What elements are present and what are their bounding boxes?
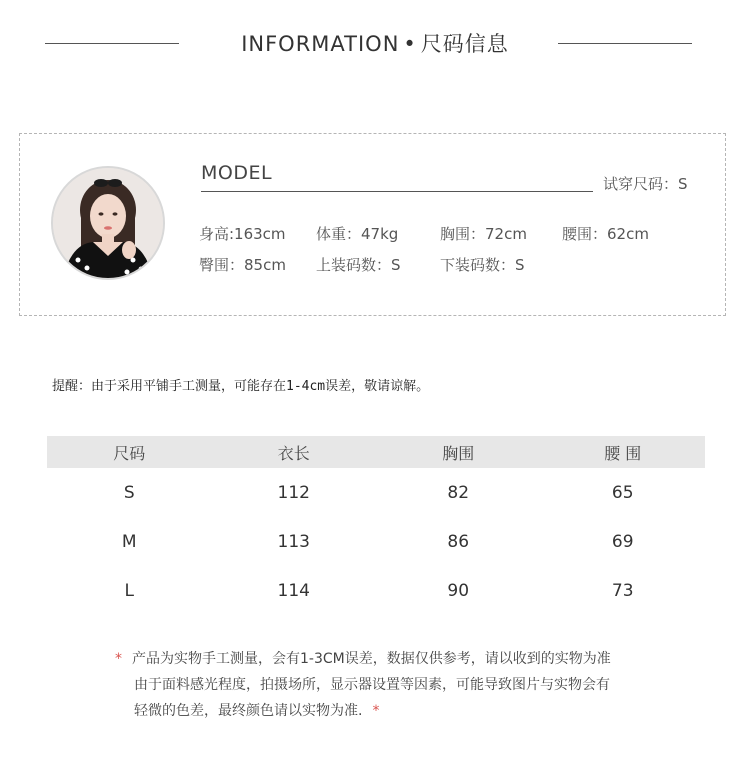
cell-size: L <box>124 580 134 601</box>
cell-waist: 69 <box>611 531 634 552</box>
cell-waist: 65 <box>611 482 634 503</box>
asterisk-mark-end: * <box>372 703 380 719</box>
trial-size-value: S <box>678 175 688 193</box>
table-header-row <box>47 436 705 468</box>
model-heading-underline <box>201 191 593 192</box>
footnote-text-2: 由于面料感光程度，拍摄场所，显示器设置等因素，可能导致图片与实物会有 <box>134 677 610 693</box>
cell-length: 112 <box>277 482 310 503</box>
model-height: 身高:163cm <box>199 225 286 243</box>
cell-size: M <box>121 531 137 552</box>
model-portrait-image <box>53 168 163 278</box>
cell-length: 114 <box>277 580 310 601</box>
footnote-text-1: 产品为实物手工测量，会有1-3CM误差，数据仅供参考，请以收到的实物为准 <box>132 651 611 667</box>
cell-bust: 86 <box>447 531 470 552</box>
header-length: 衣长 <box>277 443 310 463</box>
header-bust: 胸围 <box>442 443 475 463</box>
trial-size <box>603 173 688 194</box>
model-waist: 腰围：62cm <box>562 225 649 243</box>
cell-waist: 73 <box>611 580 634 601</box>
cell-bust: 82 <box>447 482 470 503</box>
model-hip: 臀围：85cm <box>199 256 286 274</box>
model-weight: 体重：47kg <box>316 225 399 243</box>
measurement-note: 提醒：由于采用平铺手工测量，可能存在1-4cm误差，敬请谅解。 <box>52 379 430 394</box>
asterisk-mark: * <box>115 651 122 667</box>
title-english: INFORMATION <box>241 32 400 56</box>
header-divider-right <box>558 43 692 44</box>
trial-size-label: 试穿尺码： <box>603 175 679 193</box>
cell-length: 113 <box>277 531 310 552</box>
table-row <box>47 517 705 566</box>
footnote-line-1 <box>115 646 675 672</box>
model-heading: MODEL <box>201 162 273 184</box>
cell-bust: 90 <box>447 580 470 601</box>
model-info-card <box>19 133 726 316</box>
title-chinese: 尺码信息 <box>420 32 509 56</box>
disclaimer-footnote <box>115 646 675 724</box>
title-separator: • <box>403 32 417 56</box>
cell-size: S <box>123 482 135 503</box>
footnote-line-3 <box>115 698 675 724</box>
table-row <box>47 468 705 517</box>
model-avatar <box>51 166 165 280</box>
header-waist: 腰 围 <box>604 443 642 463</box>
footnote-text-3: 轻微的色差，最终颜色请以实物为准. <box>134 703 363 719</box>
model-bottom-size: 下装码数：S <box>440 256 525 274</box>
size-table <box>47 436 705 615</box>
header-size: 尺码 <box>113 443 146 463</box>
model-bust: 胸围：72cm <box>440 225 527 243</box>
model-top-size: 上装码数：S <box>316 256 401 274</box>
table-row <box>47 566 705 615</box>
